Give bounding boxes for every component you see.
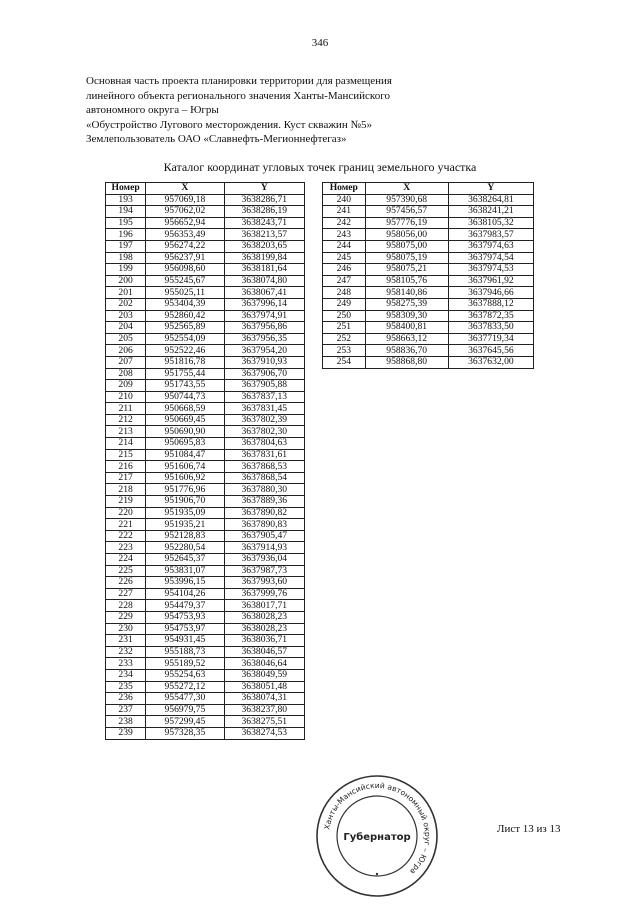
cell-x: 954931,45 [146,635,224,647]
cell-number: 204 [106,322,146,334]
cell-y: 3637974,53 [448,264,533,276]
cell-number: 222 [106,530,146,542]
table-row [106,727,305,739]
cell-number: 248 [323,287,366,299]
cell-number: 220 [106,507,146,519]
cell-number: 242 [323,217,366,229]
cell-y: 3637905,88 [224,380,304,392]
cell-y: 3637974,54 [448,252,533,264]
cell-x: 955272,12 [146,681,224,693]
cell-x: 951743,55 [146,380,224,392]
cell-x: 957328,35 [146,727,224,739]
cell-y: 3638067,41 [224,287,304,299]
cell-number: 243 [323,229,366,241]
cell-x: 958056,00 [365,229,448,241]
cell-number: 211 [106,403,146,415]
cell-number: 237 [106,704,146,716]
table-row [323,194,534,206]
cell-number: 249 [323,298,366,310]
cell-number: 247 [323,275,366,287]
table-row [323,264,534,276]
cell-number: 193 [106,194,146,206]
cell-number: 219 [106,496,146,508]
cell-x: 958075,21 [365,264,448,276]
cell-x: 957299,45 [146,716,224,728]
table-row [106,206,305,218]
cell-y: 3638049,59 [224,669,304,681]
cell-x: 951084,47 [146,449,224,461]
cell-y: 3637831,61 [224,449,304,461]
cell-number: 232 [106,646,146,658]
cell-y: 3637632,00 [448,356,533,368]
seal-ring-text: Ханты-Мансийский автономный округ – Югра [322,780,433,877]
table-row [106,600,305,612]
cell-number: 223 [106,542,146,554]
cell-x: 952860,42 [146,310,224,322]
cell-x: 952522,46 [146,345,224,357]
cell-x: 955025,11 [146,287,224,299]
cell-number: 215 [106,449,146,461]
cell-number: 240 [323,194,366,206]
column-header-number: Номер [106,183,146,195]
cell-x: 956237,91 [146,252,224,264]
cell-x: 951606,92 [146,472,224,484]
cell-y: 3637956,86 [224,322,304,334]
cell-y: 3637954,20 [224,345,304,357]
cell-y: 3637888,12 [448,298,533,310]
cell-number: 253 [323,345,366,357]
cell-y: 3637936,04 [224,554,304,566]
cell-y: 3638105,32 [448,217,533,229]
cell-y: 3637880,30 [224,484,304,496]
cell-x: 957776,19 [365,217,448,229]
cell-y: 3638274,53 [224,727,304,739]
column-header-number: Номер [323,183,366,195]
cell-number: 238 [106,716,146,728]
table-row [323,345,534,357]
cell-number: 229 [106,611,146,623]
table-row [106,565,305,577]
cell-number: 203 [106,310,146,322]
cell-y: 3638017,71 [224,600,304,612]
cell-x: 958309,30 [365,310,448,322]
cell-number: 252 [323,333,366,345]
cell-x: 954753,93 [146,611,224,623]
cell-y: 3637868,53 [224,461,304,473]
cell-number: 214 [106,438,146,450]
cell-y: 3637837,13 [224,391,304,403]
governor-seal-stamp [314,773,440,899]
cell-y: 3638237,80 [224,704,304,716]
cell-x: 951935,21 [146,519,224,531]
cell-number: 239 [106,727,146,739]
cell-number: 224 [106,554,146,566]
cell-y: 3637961,92 [448,275,533,287]
cell-number: 218 [106,484,146,496]
table-row [106,658,305,670]
cell-number: 245 [323,252,366,264]
table-row [106,298,305,310]
cell-x: 952554,09 [146,333,224,345]
cell-x: 952645,37 [146,554,224,566]
cell-y: 3637906,70 [224,368,304,380]
catalog-title: Каталог координат угловых точек границ земельного участка [163,160,477,174]
cell-x: 951906,70 [146,496,224,508]
cell-y: 3637993,60 [224,577,304,589]
sheet-number: Лист 13 из 13 [497,823,561,835]
cell-y: 3637719,34 [448,333,533,345]
cell-number: 246 [323,264,366,276]
cell-y: 3637999,76 [224,588,304,600]
table-row [106,472,305,484]
table-row [323,333,534,345]
cell-number: 195 [106,217,146,229]
cell-number: 201 [106,287,146,299]
cell-y: 3637910,93 [224,356,304,368]
cell-x: 954104,26 [146,588,224,600]
cell-y: 3638028,23 [224,623,304,635]
cell-number: 241 [323,206,366,218]
cell-y: 3637890,83 [224,519,304,531]
cell-y: 3637889,36 [224,496,304,508]
table-row [106,611,305,623]
cell-x: 958075,00 [365,240,448,252]
table-row [106,530,305,542]
cell-x: 954753,97 [146,623,224,635]
table-row [106,414,305,426]
cell-number: 228 [106,600,146,612]
table-row [106,716,305,728]
cell-number: 196 [106,229,146,241]
table-header-row [106,183,305,195]
cell-number: 227 [106,588,146,600]
table-row [106,287,305,299]
cell-y: 3638046,64 [224,658,304,670]
table-row [323,287,534,299]
cell-x: 950668,59 [146,403,224,415]
cell-x: 958140,86 [365,287,448,299]
header-line: Основная часть проекта планировки территории для размещения [86,75,392,87]
cell-number: 236 [106,693,146,705]
cell-y: 3638074,80 [224,275,304,287]
table-row [106,368,305,380]
cell-y: 3638051,48 [224,681,304,693]
table-row [106,588,305,600]
cell-number: 254 [323,356,366,368]
table-row [323,322,534,334]
cell-x: 956652,94 [146,217,224,229]
table-row [106,194,305,206]
table-row [106,635,305,647]
cell-y: 3637974,91 [224,310,304,322]
cell-x: 953996,15 [146,577,224,589]
cell-number: 198 [106,252,146,264]
table-row [106,322,305,334]
table-row [323,206,534,218]
cell-x: 952128,83 [146,530,224,542]
cell-x: 950695,83 [146,438,224,450]
table-row [323,275,534,287]
cell-number: 205 [106,333,146,345]
cell-y: 3638264,81 [448,194,533,206]
table-row [106,693,305,705]
cell-number: 230 [106,623,146,635]
cell-number: 197 [106,240,146,252]
table-row [106,577,305,589]
coordinates-table-left [105,182,305,740]
cell-x: 958836,70 [365,345,448,357]
cell-x: 952565,89 [146,322,224,334]
table-row [106,310,305,322]
cell-number: 217 [106,472,146,484]
table-row [106,240,305,252]
cell-x: 958105,76 [365,275,448,287]
cell-x: 952280,54 [146,542,224,554]
cell-x: 958275,39 [365,298,448,310]
cell-number: 207 [106,356,146,368]
cell-x: 954479,37 [146,600,224,612]
cell-y: 3638028,23 [224,611,304,623]
cell-x: 956274,22 [146,240,224,252]
table-row [323,298,534,310]
table-row [106,426,305,438]
seal-center-text: Губернатор [343,832,411,843]
cell-y: 3637983,57 [448,229,533,241]
cell-x: 958075,19 [365,252,448,264]
table-row [106,496,305,508]
table-row [106,542,305,554]
table-row [106,403,305,415]
table-row [106,380,305,392]
table-row [106,264,305,276]
table-row [106,252,305,264]
header-line: «Обустройство Лугового месторождения. Куст скважин №5» [86,118,372,131]
cell-x: 957069,18 [146,194,224,206]
table-row [106,449,305,461]
cell-number: 202 [106,298,146,310]
column-header-y: Y [448,183,533,195]
cell-y: 3637905,47 [224,530,304,542]
cell-number: 244 [323,240,366,252]
cell-number: 233 [106,658,146,670]
table-row [106,646,305,658]
cell-y: 3638036,71 [224,635,304,647]
table-row [106,229,305,241]
cell-y: 3637804,63 [224,438,304,450]
cell-number: 250 [323,310,366,322]
cell-number: 216 [106,461,146,473]
header-line: линейного объекта регионального значения Ханты-Мансийского [86,89,390,102]
table-row [323,252,534,264]
cell-number: 213 [106,426,146,438]
cell-number: 210 [106,391,146,403]
table-row [106,461,305,473]
cell-y: 3638046,57 [224,646,304,658]
cell-x: 957456,57 [365,206,448,218]
cell-number: 199 [106,264,146,276]
table-row [323,240,534,252]
cell-y: 3637956,35 [224,333,304,345]
cell-number: 194 [106,206,146,218]
cell-number: 209 [106,380,146,392]
table-row [106,681,305,693]
cell-y: 3638241,21 [448,206,533,218]
table-row [106,554,305,566]
table-row [106,356,305,368]
table-row [106,704,305,716]
cell-x: 955254,63 [146,669,224,681]
cell-y: 3638243,71 [224,217,304,229]
header-line: Землепользователь ОАО «Славнефть-Мегионнефтегаз» [86,133,347,146]
cell-y: 3638213,57 [224,229,304,241]
cell-x: 953404,39 [146,298,224,310]
table-row [106,391,305,403]
table-row [106,217,305,229]
cell-y: 3637872,35 [448,310,533,322]
table-row [106,484,305,496]
table-row [323,356,534,368]
cell-x: 951606,74 [146,461,224,473]
table-row [106,507,305,519]
cell-y: 3638286,19 [224,206,304,218]
cell-y: 3638181,64 [224,264,304,276]
table-row [106,669,305,681]
cell-y: 3637987,73 [224,565,304,577]
cell-x: 950690,90 [146,426,224,438]
cell-y: 3638275,51 [224,716,304,728]
cell-y: 3637868,54 [224,472,304,484]
cell-y: 3637914,93 [224,542,304,554]
cell-number: 206 [106,345,146,357]
cell-x: 950744,73 [146,391,224,403]
cell-x: 955245,67 [146,275,224,287]
cell-number: 251 [323,322,366,334]
table-header-row [323,183,534,195]
cell-number: 200 [106,275,146,287]
cell-x: 950669,45 [146,414,224,426]
cell-x: 956979,75 [146,704,224,716]
cell-y: 3637645,56 [448,345,533,357]
column-header-x: X [365,183,448,195]
column-header-x: X [146,183,224,195]
cell-y: 3637890,82 [224,507,304,519]
cell-x: 951755,44 [146,368,224,380]
document-header [86,74,526,147]
cell-number: 234 [106,669,146,681]
cell-x: 955477,30 [146,693,224,705]
cell-x: 956098,60 [146,264,224,276]
cell-x: 951816,78 [146,356,224,368]
cell-x: 958400,81 [365,322,448,334]
cell-number: 221 [106,519,146,531]
cell-x: 955188,73 [146,646,224,658]
table-row [106,438,305,450]
table-row [106,519,305,531]
table-row [323,229,534,241]
page-number: 346 [311,37,329,49]
cell-x: 951776,96 [146,484,224,496]
cell-x: 951935,09 [146,507,224,519]
cell-number: 208 [106,368,146,380]
cell-y: 3637831,45 [224,403,304,415]
cell-number: 235 [106,681,146,693]
table-row [106,333,305,345]
seal-dot [376,873,378,875]
cell-y: 3637833,50 [448,322,533,334]
cell-x: 953831,07 [146,565,224,577]
cell-x: 957062,02 [146,206,224,218]
table-row [106,623,305,635]
coordinates-table-right [322,182,534,369]
cell-x: 957390,68 [365,194,448,206]
cell-y: 3637946,66 [448,287,533,299]
cell-y: 3638203,65 [224,240,304,252]
header-line: автономного округа – Югры [86,104,219,117]
cell-x: 958663,12 [365,333,448,345]
cell-y: 3638286,71 [224,194,304,206]
cell-y: 3637802,30 [224,426,304,438]
cell-number: 231 [106,635,146,647]
table-row [106,345,305,357]
cell-x: 958868,80 [365,356,448,368]
cell-y: 3638074,31 [224,693,304,705]
cell-number: 212 [106,414,146,426]
cell-number: 225 [106,565,146,577]
cell-y: 3637802,39 [224,414,304,426]
table-row [323,217,534,229]
cell-x: 955189,52 [146,658,224,670]
cell-number: 226 [106,577,146,589]
table-row [323,310,534,322]
column-header-y: Y [224,183,304,195]
cell-y: 3637996,14 [224,298,304,310]
table-row [106,275,305,287]
cell-y: 3638199,84 [224,252,304,264]
cell-x: 956353,49 [146,229,224,241]
cell-y: 3637974,63 [448,240,533,252]
